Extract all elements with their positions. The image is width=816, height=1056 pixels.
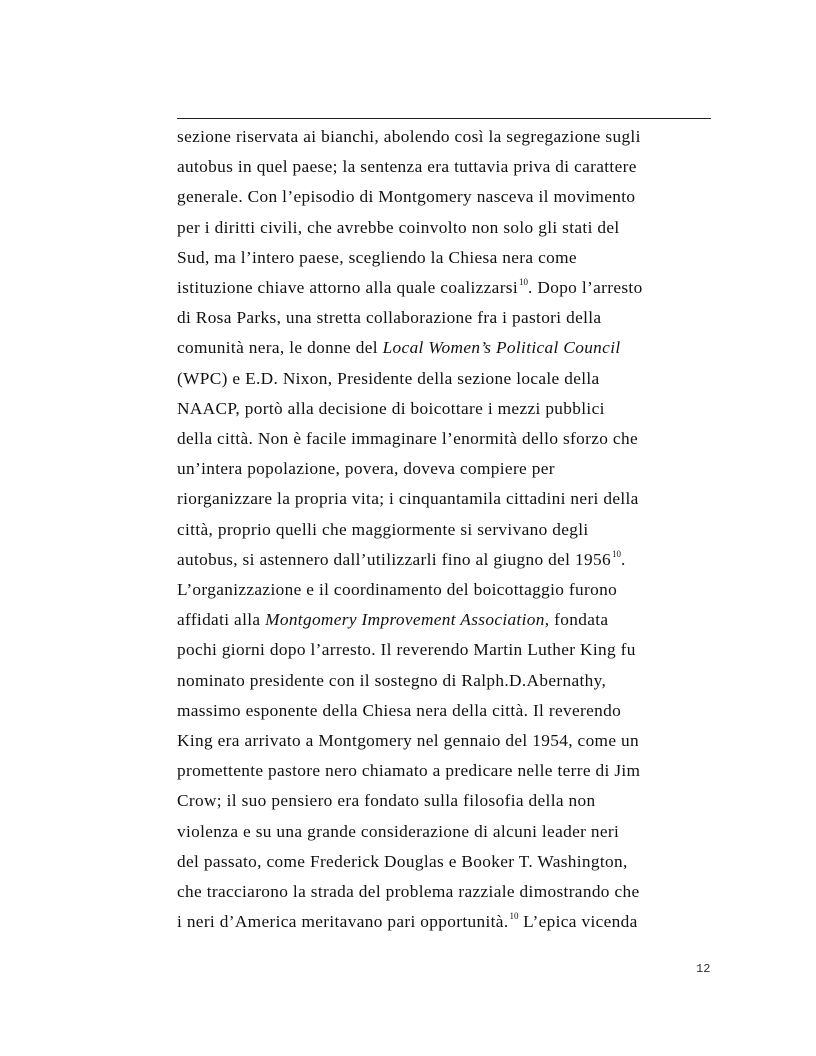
text-line: riorganizzare la propria vita; i cinquantamila cittadini neri della xyxy=(177,489,639,509)
text-line: pochi giorni dopo l’arresto. Il reverendo Martin Luther King fu xyxy=(177,640,636,660)
text-segment: istituzione chiave attorno alla quale coalizzarsi xyxy=(177,278,519,297)
text-line: promettente pastore nero chiamato a predicare nelle terre di Jim xyxy=(177,761,641,781)
text-line xyxy=(177,545,626,577)
text-segment: affidati alla xyxy=(177,610,266,630)
text-line: massimo esponente della Chiesa nera della città. Il reverendo xyxy=(177,700,622,720)
page-number: 12 xyxy=(696,962,711,976)
text-line xyxy=(177,605,608,635)
footnote-ref: 10 xyxy=(509,911,519,922)
italic-title: Local Women’s Political Council xyxy=(382,338,621,358)
text-line: NAACP, portò alla decisione di boicottare i mezzi pubblici xyxy=(177,398,605,418)
text-line: della città. Non è facile immaginare l’enormità dello sforzo che xyxy=(177,429,638,448)
text-line: L’organizzazione e il coordinamento del boicottaggio furono xyxy=(177,580,618,599)
text-line: autobus in quel paese; la sentenza era tuttavia priva di carattere xyxy=(177,157,637,177)
text-line: del passato, come Frederick Douglas e Booker T. Washington, xyxy=(177,851,628,871)
text-segment: . Dopo l’arresto xyxy=(528,278,643,297)
header-rule xyxy=(177,118,711,119)
text-line: sezione riservata ai bianchi, abolendo così la segregazione sugli xyxy=(177,127,641,146)
text-line: nominato presidente con il sostegno di Ralph.D.Abernathy, xyxy=(177,670,607,690)
text-segment: , fondata xyxy=(544,610,609,630)
italic-title: Montgomery Improvement Association xyxy=(265,610,545,630)
text-segment: i neri d’America meritavano pari opportunità. xyxy=(177,912,509,932)
text-line xyxy=(177,333,621,363)
text-line: Sud, ma l’intero paese, scegliendo la Chiesa nera come xyxy=(177,247,577,267)
text-line: generale. Con l’episodio di Montgomery nasceva il movimento xyxy=(177,187,636,207)
text-line: di Rosa Parks, una stretta collaborazione fra i pastori della xyxy=(177,308,602,328)
text-line: violenza e su una grande considerazione di alcuni leader neri xyxy=(177,821,620,841)
text-line: che tracciarono la strada del problema razziale dimostrando che xyxy=(177,882,640,901)
footnote-ref: 10 xyxy=(519,277,529,287)
text-line: (WPC) e E.D. Nixon, Presidente della sezione locale della xyxy=(177,368,600,388)
text-line: un’intera popolazione, povera, doveva compiere per xyxy=(177,459,555,479)
footnote-ref: 10 xyxy=(611,548,621,559)
text-segment: comunità nera, le donne del xyxy=(177,338,383,358)
text-line xyxy=(177,907,638,939)
text-line: Crow; il suo pensiero era fondato sulla filosofia della non xyxy=(177,791,596,811)
text-line: King era arrivato a Montgomery nel gennaio del 1954, come un xyxy=(177,731,640,750)
text-line xyxy=(177,273,643,305)
text-segment: autobus, si astennero dall’utilizzarli fino al giugno del 1956 xyxy=(177,549,611,569)
text-segment: L’epica vicenda xyxy=(518,912,638,932)
text-line: città, proprio quelli che maggiormente si servivano degli xyxy=(177,519,589,539)
text-segment: . xyxy=(620,549,626,569)
text-line: per i diritti civili, che avrebbe coinvolto non solo gli stati del xyxy=(177,217,620,237)
